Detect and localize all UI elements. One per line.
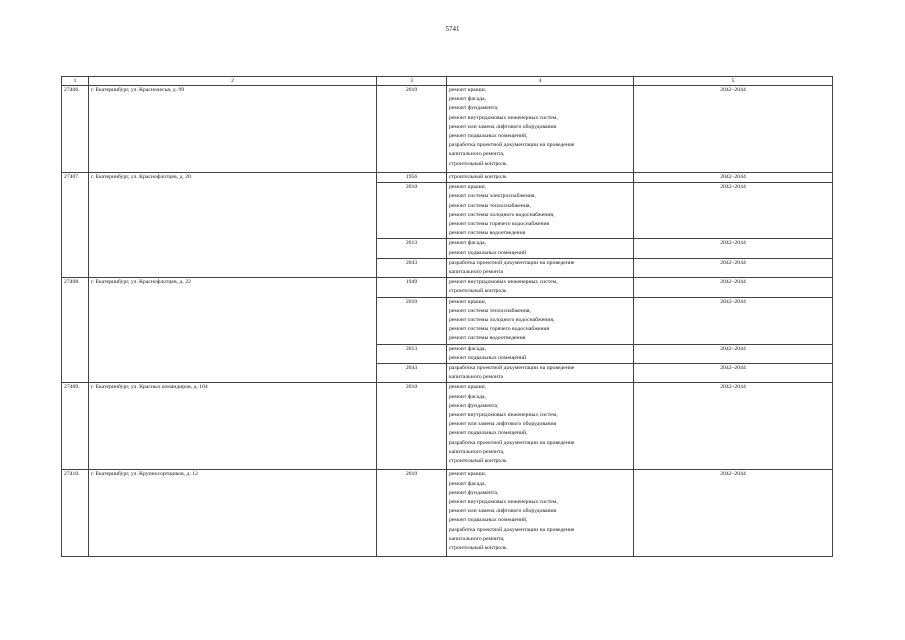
work-list — [447, 344, 634, 363]
header-col-3: 3 — [377, 77, 447, 86]
repair-schedule-table — [61, 76, 833, 557]
work-item: строительный контроль — [449, 545, 507, 552]
work-item: ремонт крыши, — [449, 471, 487, 478]
work-item: ремонт системы водоотведения — [449, 230, 526, 237]
planned-period: 2042–2044 — [634, 278, 833, 297]
entry-number: 27410. — [62, 470, 89, 557]
work-item: капитального ремонта — [449, 374, 504, 381]
work-item: ремонт системы горячего водоснабжения — [449, 326, 550, 333]
work-item: ремонт внутридомовых инженерных систем, — [449, 499, 558, 506]
work-item: разработка проектной документации на проведение — [449, 526, 575, 533]
work-item: ремонт подвальных помещений, — [449, 517, 528, 524]
work-item: разработка проектной документации на проведение — [449, 142, 575, 149]
work-item: ремонт или замена лифтового оборудования — [449, 123, 557, 130]
commissioning-year: 2010 — [377, 86, 447, 173]
work-item: ремонт фундамента, — [449, 105, 499, 112]
header-col-4: 4 — [447, 77, 634, 86]
work-item: ремонт фасада, — [449, 240, 486, 247]
commissioning-year: 2010 — [377, 297, 447, 344]
planned-period: 2042–2044 — [634, 470, 833, 557]
work-item: ремонт фасада, — [449, 393, 486, 400]
entry-number: 27406. — [62, 86, 89, 173]
header-col-1: 1 — [62, 77, 89, 86]
table-row — [62, 383, 833, 470]
work-item: ремонт фасада, — [449, 480, 486, 487]
work-item: ремонт крыши, — [449, 87, 487, 93]
work-item: ремонт фундамента, — [449, 489, 499, 496]
work-item: ремонт подвальных помещений, — [449, 133, 528, 140]
work-list — [447, 239, 634, 258]
entry-address: г. Екатеринбург, ул. Красных командиров, д. 104 — [89, 383, 377, 470]
planned-period: 2042–2044 — [634, 173, 833, 183]
work-item: ремонт внутридомовых инженерных систем, — [449, 279, 558, 286]
work-item: строительный контроль — [449, 174, 507, 180]
work-item: ремонт подвальных помещений — [449, 354, 527, 361]
work-item: разработка проектной документации на проведение — [449, 439, 575, 446]
work-item: ремонт системы электроснабжения, — [449, 193, 536, 200]
table-body — [62, 77, 833, 557]
commissioning-year: 2010 — [377, 383, 447, 470]
work-item: ремонт фасада, — [449, 345, 486, 352]
work-item: строительный контроль — [449, 160, 507, 167]
entry-address: г. Екатеринбург, ул. Краснофлотцев, д. 22 — [89, 278, 377, 383]
work-item: ремонт системы теплоснабжения, — [449, 307, 531, 314]
work-item: ремонт фасада, — [449, 96, 486, 103]
entry-address: г. Екатеринбург, ул. Краснолесья, д. 99 — [89, 86, 377, 173]
work-item: ремонт системы горячего водоснабжения — [449, 221, 550, 228]
planned-period: 2042–2044 — [634, 239, 833, 258]
work-list — [447, 258, 634, 277]
planned-period: 2042–2044 — [634, 344, 833, 363]
planned-period: 2042–2044 — [634, 183, 833, 239]
work-item: ремонт подвальных помещений — [449, 249, 527, 256]
table-row — [62, 278, 833, 297]
work-item: разработка проектной документации на проведение — [449, 259, 575, 266]
entry-number: 27409. — [62, 383, 89, 470]
work-item: капитального ремонта, — [449, 535, 505, 542]
entry-number: 27407. — [62, 173, 89, 278]
planned-period: 2042–2044 — [634, 258, 833, 277]
work-item: ремонт или замена лифтового оборудования — [449, 508, 557, 515]
work-item: разработка проектной документации на проведение — [449, 365, 575, 372]
commissioning-year: 2010 — [377, 183, 447, 239]
header-col-5: 5 — [634, 77, 833, 86]
header-col-2: 2 — [89, 77, 377, 86]
commissioning-year: 2013 — [377, 239, 447, 258]
planned-period: 2042–2044 — [634, 86, 833, 173]
work-item: ремонт системы холодного водоснабжения, — [449, 211, 555, 218]
work-item: ремонт фундамента, — [449, 402, 499, 409]
planned-period: 2042–2044 — [634, 383, 833, 470]
planned-period: 2042–2044 — [634, 364, 833, 383]
commissioning-year: 1956 — [377, 173, 447, 183]
work-list — [447, 173, 634, 183]
work-item: ремонт крыши, — [449, 384, 487, 391]
commissioning-year: 2013 — [377, 344, 447, 363]
work-item: ремонт внутридомовых инженерных систем, — [449, 114, 558, 121]
table-row — [62, 470, 833, 557]
work-list — [447, 183, 634, 239]
work-item: ремонт системы водоотведения — [449, 335, 526, 342]
commissioning-year: 2043 — [377, 364, 447, 383]
work-item: ремонт крыши, — [449, 298, 487, 305]
work-item: ремонт подвальных помещений, — [449, 430, 528, 437]
header-row — [62, 77, 833, 86]
work-item: ремонт внутридомовых инженерных систем, — [449, 412, 558, 419]
entry-number: 27408. — [62, 278, 89, 383]
planned-period: 2042–2044 — [634, 297, 833, 344]
work-item: капитального ремонта — [449, 269, 504, 276]
work-item: строительный контроль — [449, 288, 507, 295]
work-item: ремонт системы холодного водоснабжения, — [449, 317, 555, 324]
work-list — [447, 364, 634, 383]
commissioning-year: 2010 — [377, 470, 447, 557]
work-item: строительный контроль — [449, 458, 507, 465]
work-list — [447, 470, 634, 557]
work-list — [447, 383, 634, 470]
commissioning-year: 1949 — [377, 278, 447, 297]
work-item: ремонт крыши, — [449, 184, 487, 191]
entry-address: г. Екатеринбург, ул. Крупносортщиков, д. 12 — [89, 470, 377, 557]
table-row — [62, 173, 833, 183]
work-item: капитального ремонта, — [449, 151, 505, 158]
table-row — [62, 86, 833, 173]
work-list — [447, 297, 634, 344]
work-item: капитального ремонта, — [449, 448, 505, 455]
entry-address: г. Екатеринбург, ул. Краснофлотцев, д. 20 — [89, 173, 377, 278]
work-list — [447, 86, 634, 173]
work-item: ремонт системы теплоснабжения, — [449, 202, 531, 209]
commissioning-year: 2043 — [377, 258, 447, 277]
work-list — [447, 278, 634, 297]
page-number: 5741 — [445, 25, 460, 33]
work-item: ремонт или замена лифтового оборудования — [449, 421, 557, 428]
